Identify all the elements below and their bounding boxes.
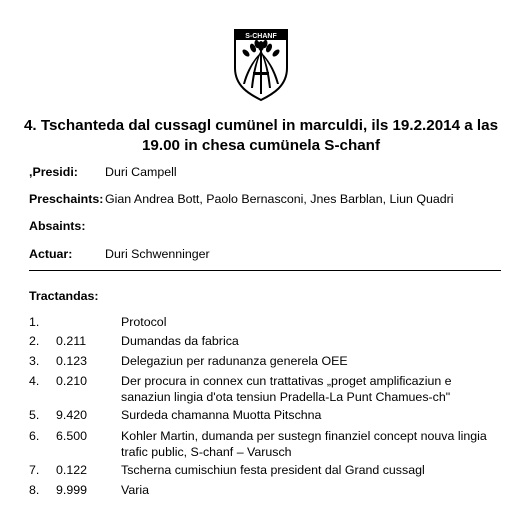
presidi-label: ,Presidi: — [29, 165, 78, 179]
agenda-item-code: 0.210 — [56, 374, 88, 388]
presidi-value: Duri Campell — [105, 165, 177, 179]
agenda-item-code: 6.500 — [56, 429, 88, 443]
actuar-value: Duri Schwenninger — [105, 247, 210, 261]
agenda-item-number: 7. — [29, 463, 40, 477]
agenda-item-text: Dumandas da fabrica — [121, 334, 239, 348]
agenda-item-code: 0.211 — [56, 334, 87, 348]
agenda-item-code: 0.122 — [56, 463, 88, 477]
agenda-item-code: 9.999 — [56, 483, 88, 497]
field-actuar — [29, 246, 210, 262]
agenda-item-text: Delegaziun per radunanza generela OEE — [121, 354, 348, 368]
agenda-item-number: 1. — [29, 315, 40, 329]
field-preschaints — [29, 191, 454, 207]
actuar-label: Actuar: — [29, 247, 73, 261]
wheat-crest-icon — [233, 28, 289, 102]
agenda-item-text: Varia — [121, 483, 150, 497]
agenda-item-number: 2. — [29, 334, 40, 348]
agenda-item-text: Der procura in connex cun trattativas „proget amplificaziun e sanaziun lingia d'ota tensiun Pradella-La Punt Chamues-ch" — [121, 374, 452, 404]
field-presidi — [29, 164, 177, 180]
preschaints-value: Gian Andrea Bott, Paolo Bernasconi, Jnes Barblan, Liun Quadri — [105, 192, 454, 206]
meeting-title: 4. Tschanteda dal cussagl cumünel in marculdi, ils 19.2.2014 a las 19.00 in chesa cumünela S-chanf — [23, 117, 499, 154]
agenda-item-code: 9.420 — [56, 408, 88, 422]
agenda-item-number: 8. — [29, 483, 40, 497]
agenda-item-number: 5. — [29, 408, 40, 422]
crest-label: S-CHANF — [245, 33, 277, 40]
agenda-item-number: 4. — [29, 374, 40, 388]
agenda-item-text: Protocol — [121, 315, 167, 329]
agenda-item-number: 6. — [29, 429, 40, 443]
agenda-item-text: Surdeda chamanna Muotta Pitschna — [121, 408, 322, 422]
agenda-item-text: Kohler Martin, dumanda per sustegn finanziel concept nouva lingia trafic public, S-chanf – Varusch — [121, 429, 487, 459]
field-absaints — [29, 218, 85, 234]
agenda-item-code: 0.123 — [56, 354, 88, 368]
crest-emblem — [233, 28, 289, 102]
absaints-label: Absaints: — [29, 219, 86, 233]
agenda-item-text: Tscherna cumischiun festa president dal Grand cussagl — [121, 463, 425, 477]
divider-line — [29, 270, 501, 271]
agenda-item-number: 3. — [29, 354, 40, 368]
tractandas-heading: Tractandas: — [29, 289, 99, 303]
preschaints-label: Preschaints: — [29, 192, 104, 206]
